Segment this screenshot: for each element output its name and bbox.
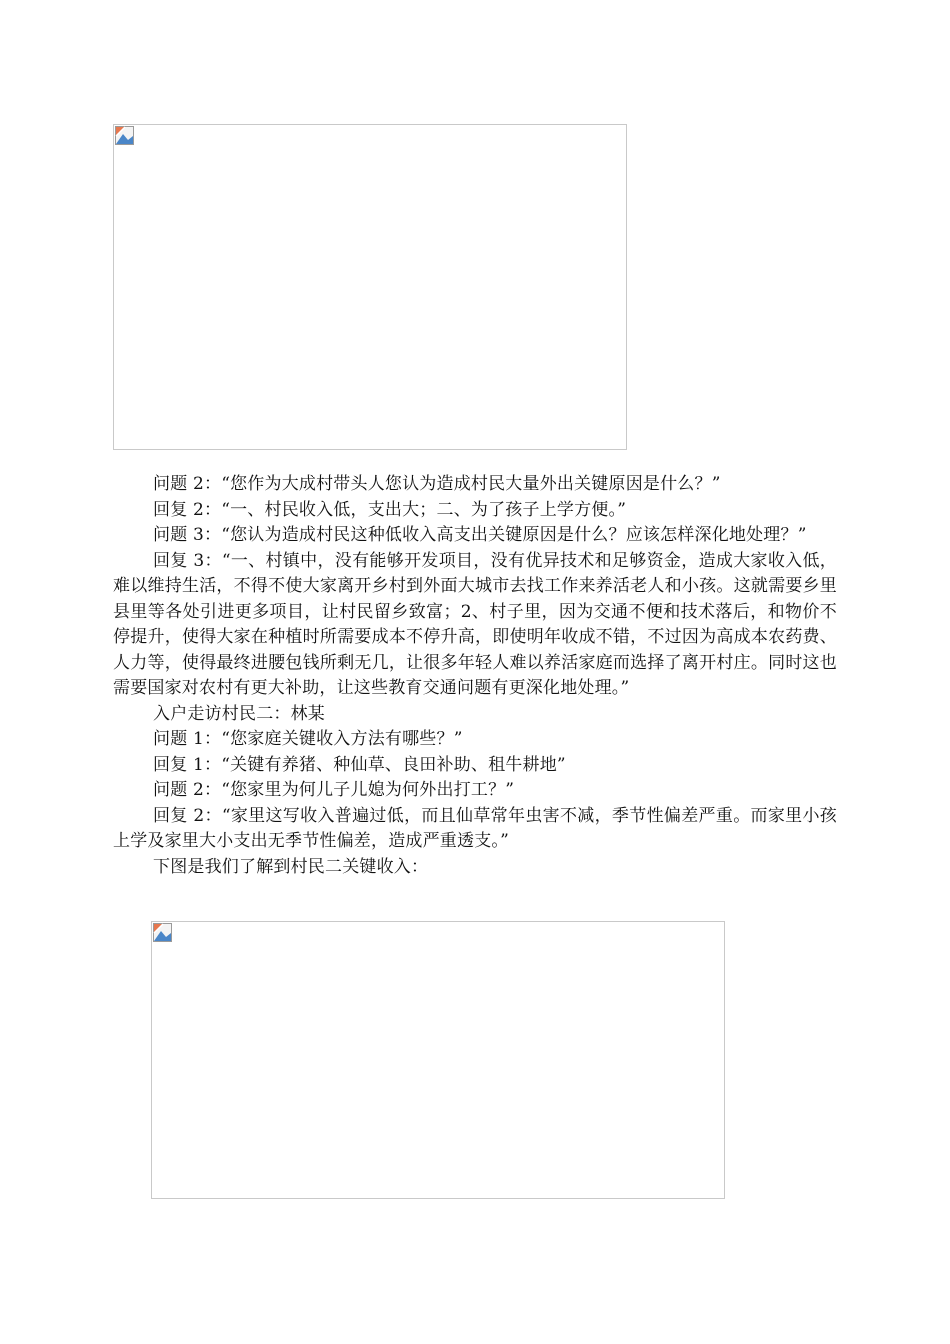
- broken-image-icon: [153, 923, 172, 942]
- figure-caption: 下图是我们了解到村民二关键收入：: [153, 856, 429, 877]
- villager-2-answer-1: 回复 1：“关键有养猪、种仙草、良田补助、租牛耕地”: [153, 754, 566, 775]
- villager-2-question-2: 问题 2：“您家里为何儿子儿媳为何外出打工？”: [153, 780, 515, 800]
- villager-2-question-1: 问题 1：“您家庭关键收入方法有哪些？”: [153, 729, 463, 749]
- question-2: 问题 2：“您作为大成村带头人您认为造成村民大量外出关键原因是什么？”: [153, 474, 721, 494]
- interview-text: [113, 472, 837, 880]
- figure-image-1: [113, 124, 627, 450]
- answer-3: 回复 3：“一、村镇中，没有能够开发项目，没有优异技术和足够资金，造成大家收入低，难以维持生活，不得不使大家离开乡村到外面大城市去找工作来养活老人和小孩。这就需要乡里县里等各处引进更多项目，让村民留乡致富；2、村子里，因为交通不便和技术落后，和物价不停提升，使得大家在种植时所需要成本不停升高，即使明年收成不错，不过因为高成本农药费、人力等，使得最终进腰包钱所剩无几，让很多年轻人难以养活家庭而选择了离开村庄。同时这也需要国家对农村有更大补助，让这些教育交通问题有更深化地处理。”: [113, 550, 837, 698]
- answer-2: 回复 2：“一、村民收入低，支出大；二、为了孩子上学方便。”: [153, 499, 627, 520]
- section-heading-villager-2: 入户走访村民二：林某: [153, 703, 325, 724]
- figure-image-2: [151, 921, 725, 1199]
- question-3: 问题 3：“您认为造成村民这种低收入高支出关键原因是什么？应该怎样深化地处理？”: [153, 525, 807, 545]
- broken-image-icon: [115, 126, 134, 145]
- villager-2-answer-2: 回复 2：“家里这写收入普遍过低，而且仙草常年虫害不减，季节性偏差严重。而家里小孩上学及家里大小支出无季节性偏差，造成严重透支。”: [113, 805, 837, 851]
